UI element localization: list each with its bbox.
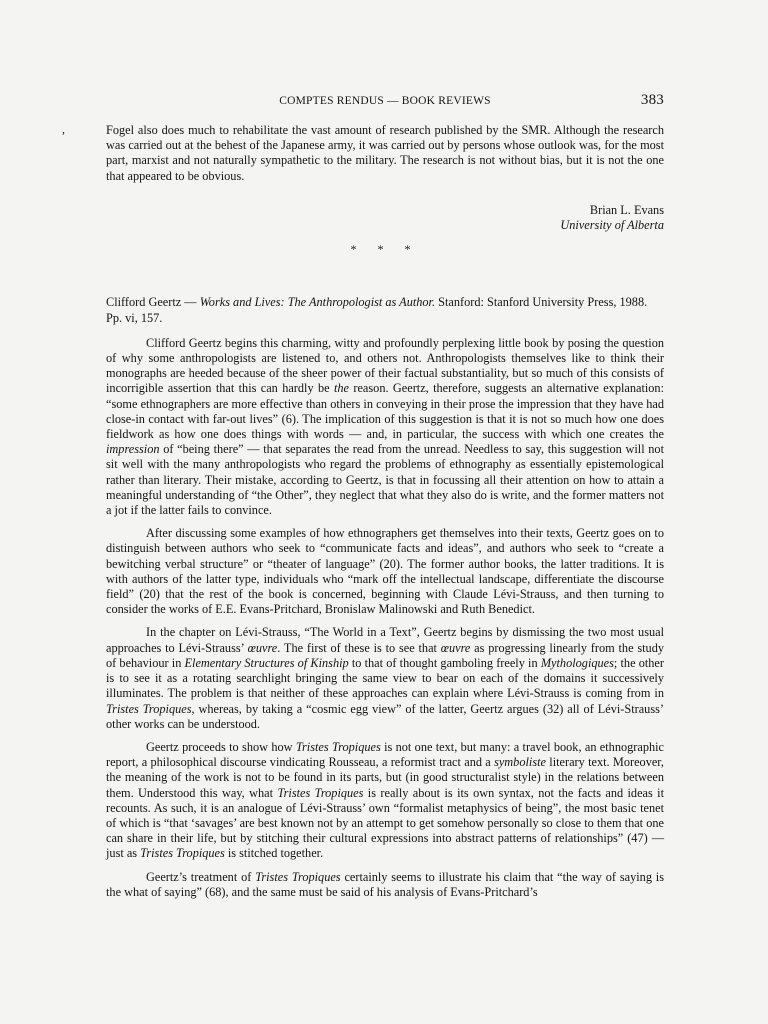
text-column — [106, 123, 664, 900]
text-run: ; the other is to see it as a rotating searchlight bringing the same view to bear on each of the domains it successively illuminates. The problem is that neither of these approaches can explain where Lévi-Strauss is coming from in — [106, 655, 664, 701]
text-run: literary text. Moreover, the meaning of the work is not to be found in its parts, but (in good structuralist style) in the relations between them. Understood this way, what — [106, 755, 664, 800]
text-run-italic: œuvre — [440, 640, 471, 655]
text-run: as progressing linearly from the study of behaviour in — [106, 640, 664, 670]
text-run-italic: Tristes Tropiques — [295, 739, 381, 754]
text-run: Geertz proceeds to show how — [146, 739, 296, 754]
citation-book-title: Works and Lives: The Anthropologist as Author. — [199, 295, 436, 310]
text-run: to that of thought gamboling freely in — [348, 655, 541, 670]
previous-review-closing-paragraph: Fogel also does much to rehabilitate the vast amount of research published by the SMR. Although the research was carried out at the behest of the Japanese army, it was carried out by persons whose outlook was, for the most part, marxist and not naturally sympathetic to the military. The research is not without bias, but it is not the one that appeared to be obvious. — [106, 123, 664, 183]
text-run-italic: impression — [106, 442, 160, 457]
citation-author: Clifford Geertz — — [106, 295, 200, 310]
reviewer-affiliation: University of Alberta — [560, 218, 664, 233]
text-run-italic: Elementary Structures of Kinship — [184, 655, 349, 670]
text-run-italic: the — [333, 381, 349, 396]
text-run: Geertz’s treatment of — [146, 869, 256, 884]
text-run: In the chapter on Lévi-Strauss, “The World in a Text”, Geertz begins by dismissing the two most usual approaches to Lévi-Strauss’ — [106, 625, 664, 655]
text-run: reason. Geertz, therefore, suggests an alternative explanation: “some ethnographers are more effective than others in conveying in their prose the impression that they have had close-in contact with far-out lives” (6). The implication of this suggestion is that it is not so much how one does fieldwork as how one does things with words — and, in particular, the success with which one creates the — [106, 381, 664, 442]
review-paragraph-2: After discussing some examples of how ethnographers get themselves into their texts, Geertz goes on to distinguish between authors who seek to “communicate facts and ideas”, and authors who seek to “create a bewitching verbal structure” or “theater of language” (20). The former author books, the latter traditions. It is with authors of the latter type, individuals who “mark off the intellectual landscape, differentiate the discourse field” (20) that the rest of the book is concerned, beginning with Claude Lévi-Strauss, and then turning to consider the works of E.E. Evans-Pritchard, Bronislaw Malinowski and Ruth Benedict. — [106, 526, 664, 617]
text-run-italic: Tristes Tropiques — [106, 701, 192, 716]
book-citation — [106, 295, 664, 325]
review-paragraph-1 — [106, 336, 664, 518]
text-run-italic: Tristes Tropiques — [255, 869, 341, 884]
text-run-italic: Tristes Tropiques — [277, 785, 364, 800]
text-run: is really about is its own syntax, not the facts and ideas it recounts. As such, it is an analogue of Lévi-Strauss’ own “formalist metaphysics of being”, the most basic tenet of which is “that ‘savages’ are best known not by an attempt to get somehow personally so close to them that one can share in their life, but by stitching their cultural expressions into abstract patterns of relationships” (47) — just as — [106, 785, 665, 861]
running-title: COMPTES RENDUS — BOOK REVIEWS — [279, 95, 491, 107]
text-run-italic: Mythologiques — [540, 655, 614, 670]
text-run: certainly seems to illustrate his claim that “the way of saying is the what of saying” (68), and the same must be said of his analysis of Evans-Pritchard’s — [106, 869, 665, 899]
review-paragraph-3 — [106, 625, 664, 731]
text-run: . The first of these is to see that — [277, 640, 441, 655]
text-run: of “being there” — that separates the read from the unread. Needless to say, this suggestion will not sit well with the many anthropologists who regard the problems of ethnography as essentially epistemological rather than literary. Their mistake, according to Geertz, is that in focussing all their attention on how to attain a meaningful understanding of “the Other”, they neglect that what they also do is write, and the former matters not a jot if the latter fails to convince. — [106, 442, 664, 518]
page-number: 383 — [640, 92, 664, 108]
review-paragraph-5 — [106, 870, 664, 900]
text-run: is not one text, but many: a travel book, an ethnographic report, a philosophical discourse vindicating Rousseau, a reformist tract and a — [106, 739, 664, 770]
review-paragraph-4 — [106, 740, 664, 862]
text-run-italic: œuvre — [247, 640, 278, 655]
text-run-italic: symboliste — [494, 755, 546, 770]
citation-publication: Stanford: Stanford University Press, 1988. Pp. vi, 157. — [106, 295, 648, 325]
section-separator: * * * — [350, 242, 420, 257]
stray-mark: , — [62, 122, 65, 136]
text-run: Clifford Geertz begins this charming, witty and profoundly perplexing little book by posing the question of why some anthropologists are listened to, and others not. Anthropologists themselves like to think their monographs are heeded because of the sheer power of their factual substantiality, but so much of this consists of incorrigible assertion that this can hardly be — [106, 335, 664, 396]
text-run-italic: Tristes Tropiques — [140, 846, 225, 861]
text-run: , whereas, by taking a “cosmic egg view” of the latter, Geertz argues (32) all of Lévi-Strauss’ other works can be understood. — [106, 701, 664, 731]
reviewer-name: Brian L. Evans — [589, 202, 664, 217]
text-run: is stitched together. — [224, 846, 324, 861]
